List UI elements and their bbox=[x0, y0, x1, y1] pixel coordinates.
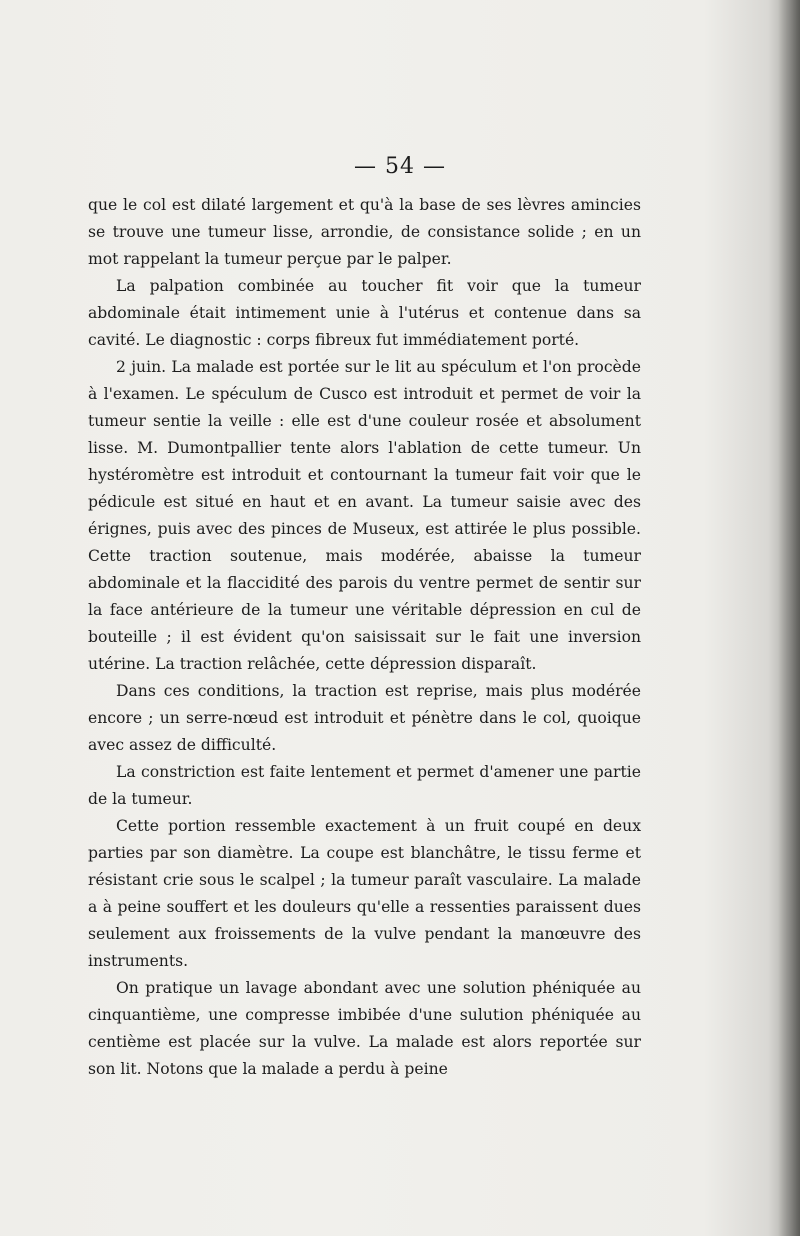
body-text bbox=[88, 192, 641, 1083]
paragraph-palpation: La palpation combinée au toucher fit voir que la tumeur abdominale était intimement unie à l'utérus et contenue dans sa cavité. Le diagnostic : corps fibreux fut immédiatement porté. bbox=[88, 277, 641, 349]
paragraph-continuation: que le col est dilaté largement et qu'à la base de ses lèvres amincies se trouve une tumeur lisse, arrondie, de consistance solide ; en un mot rappelant la tumeur perçue par le palper. bbox=[88, 196, 641, 268]
paragraph-june-2: 2 juin. La malade est portée sur le lit au spéculum et l'on procède à l'examen. Le spéculum de Cusco est introduit et permet de voir la tumeur sentie la veille : elle est d'une couleur rosée et absolument lisse. M. Dumontpallier tente alors l'ablation de cette tumeur. Un hystéromètre est introduit et contournant la tumeur fait voir que le pédicule est situé en haut et en avant. La tumeur saisie avec des érignes, puis avec des pinces de Museux, est attirée le plus possible. Cette traction soutenue, mais modérée, abaisse la tumeur abdominale et la flaccidité des parois du ventre permet de sentir sur la face antérieure de la tumeur une véritable dépression en cul de bouteille ; il est évident qu'on saisissait sur le fait une inversion utérine. La traction relâchée, cette dépression disparaît. bbox=[88, 358, 641, 673]
paragraph-constriction: La constriction est faite lentement et permet d'amener une partie de la tumeur. bbox=[88, 763, 641, 808]
page-number: — 54 — bbox=[354, 154, 446, 179]
paragraph-lavage: On pratique un lavage abondant avec une solution phéniquée au cinquantième, une compresse imbibée d'une sulution phéniquée au centième est placée sur la vulve. La malade est alors reportée sur son lit. Notons que la malade a perdu à peine bbox=[88, 979, 641, 1078]
page-edge-shadow bbox=[778, 0, 800, 1236]
paragraph-traction: Dans ces conditions, la traction est reprise, mais plus modérée encore ; un serre-nœud est introduit et pénètre dans le col, quoique avec assez de difficulté. bbox=[88, 682, 641, 754]
paragraph-portion: Cette portion ressemble exactement à un fruit coupé en deux parties par son diamètre. La coupe est blanchâtre, le tissu ferme et résistant crie sous le scalpel ; la tumeur paraît vasculaire. La malade a à peine souffert et les douleurs qu'elle a ressenties paraissent dues seulement aux froissements de la vulve pendant la manœuvre des instruments. bbox=[88, 817, 641, 970]
